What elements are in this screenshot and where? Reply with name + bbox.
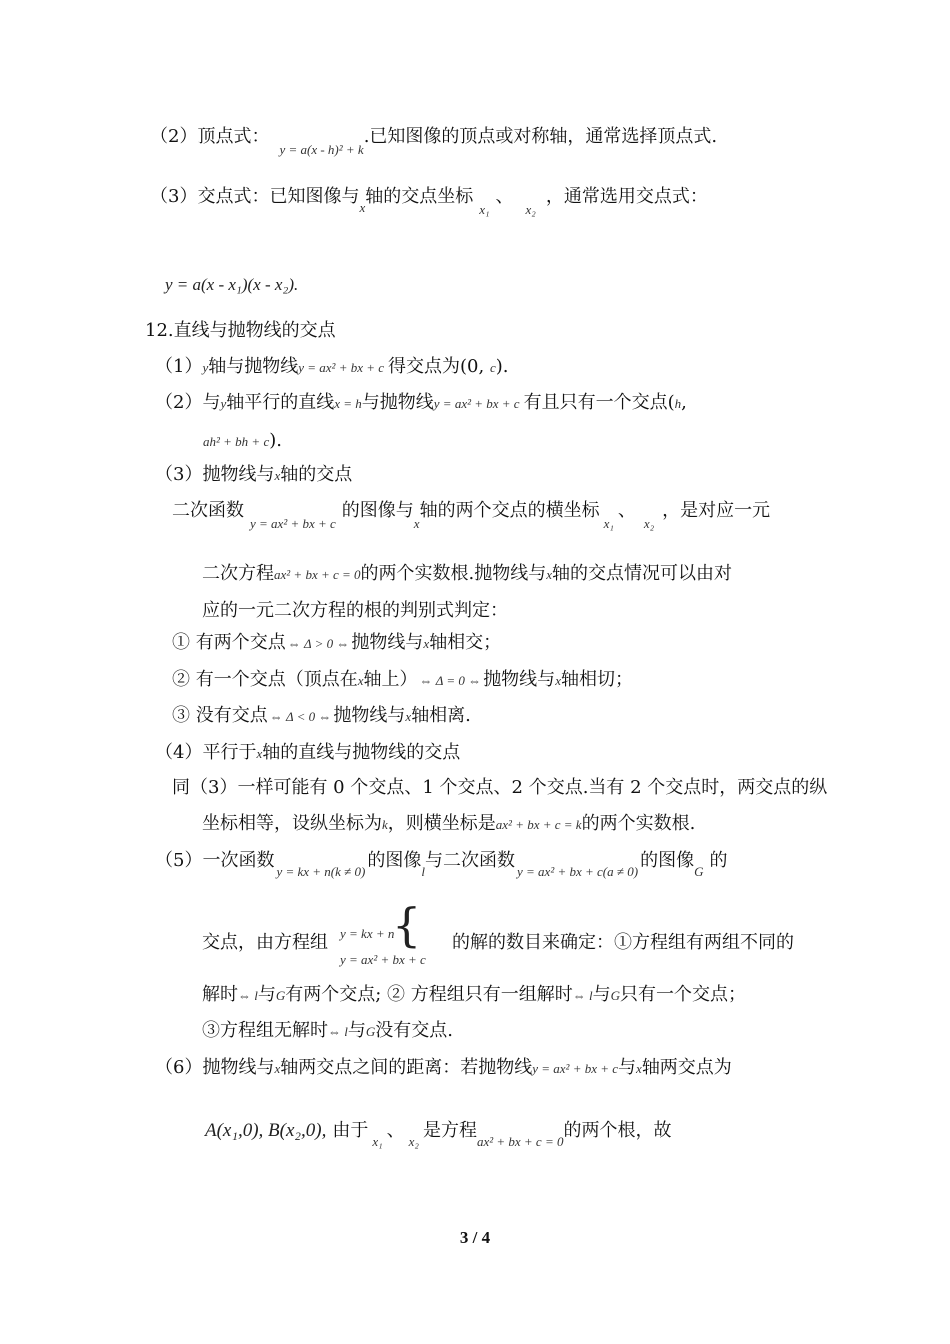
text: （3）交点式：已知图像与 <box>150 186 360 207</box>
var: c <box>489 360 496 375</box>
formula: ⇔ Δ = 0 ⇔ <box>419 673 482 688</box>
system-eq-2 <box>340 946 426 973</box>
var: x <box>357 673 364 688</box>
formula: y = ax² + bx + c <box>340 952 426 967</box>
section-heading <box>145 318 336 344</box>
intercept-form-line <box>150 184 708 217</box>
formula: y = ax² + bx + c <box>532 1061 619 1076</box>
text: （2）顶点式： <box>150 126 270 147</box>
formula: ⇔ l <box>238 988 258 1003</box>
text: ② 有一个交点（顶点在 <box>172 669 358 690</box>
text: 的 <box>709 850 728 871</box>
text: 有且只有一个交点( <box>523 392 675 413</box>
page-number: 3 / 4 <box>459 1228 491 1247</box>
item-6 <box>155 1055 732 1082</box>
var: x <box>405 709 412 724</box>
text: 轴的交点情况可以由对 <box>552 563 733 584</box>
text: 应的一元二次方程的根的判别式判定： <box>202 600 508 621</box>
case-2 <box>172 667 633 694</box>
var: x <box>256 746 263 761</box>
text: 轴的交点坐标 <box>365 186 474 207</box>
text: 只有一个交点； <box>620 984 747 1005</box>
text: 解时 <box>202 984 238 1005</box>
item-5-body <box>202 930 328 956</box>
text: （1） <box>155 356 203 377</box>
text: ，是对应一元 <box>662 500 771 521</box>
var: x₂ <box>643 516 655 531</box>
text: ③ 没有交点 <box>172 705 268 726</box>
text: ，通常选用交点式： <box>545 186 708 207</box>
text: 轴上） <box>363 669 418 690</box>
formula: y = ax² + bx + c <box>433 396 520 411</box>
text: （2）与 <box>155 392 221 413</box>
text: 轴相离. <box>411 705 471 726</box>
var: h <box>674 396 682 411</box>
var: x <box>359 200 366 215</box>
item-4 <box>155 740 460 767</box>
formula: y = ax² + bx + c <box>250 516 336 531</box>
text: 与抛物线 <box>361 392 434 413</box>
text: ，则横坐标是 <box>387 813 496 834</box>
var: x <box>546 567 553 582</box>
text: 坐标相等，设纵坐标为 <box>202 813 382 834</box>
var: x <box>274 1061 281 1076</box>
case-1 <box>172 630 501 657</box>
item-5-body-2 <box>202 982 746 1009</box>
formula: ax² + bx + c = 0 <box>476 1134 564 1149</box>
text: 抛物线与 <box>333 705 406 726</box>
item-5-body-cont <box>452 930 794 956</box>
text: 轴两交点之间的距离：若抛物线 <box>280 1057 533 1078</box>
text: 交点，由方程组 <box>202 932 328 953</box>
text: （4）平行于 <box>155 742 257 763</box>
text: 与 <box>592 984 611 1005</box>
var: k <box>382 817 388 832</box>
item-4-body-2 <box>202 811 695 838</box>
item-1 <box>155 354 509 381</box>
var: l <box>421 864 425 879</box>
text: 与 <box>257 984 276 1005</box>
text: 轴的直线与抛物线的交点 <box>262 742 461 763</box>
item-6-body <box>205 1118 672 1149</box>
text: 的图像 <box>640 850 695 871</box>
text: 抛物线与 <box>483 669 556 690</box>
vertex-form-line <box>150 124 718 157</box>
text: 的两个实数根.抛物线与 <box>360 563 547 584</box>
formula: y = kx + n <box>340 926 395 941</box>
text: 与二次函数 <box>425 850 515 871</box>
var: y <box>220 396 227 411</box>
formula: y = ax² + bx + c <box>298 360 385 375</box>
text: 轴平行的直线 <box>226 392 335 413</box>
var: G <box>610 988 621 1003</box>
var: x₁ <box>372 1134 383 1149</box>
text: 的两个实数根. <box>581 813 696 834</box>
text: ③方程组无解时 <box>202 1020 328 1041</box>
formula: ⇔ l <box>572 988 593 1003</box>
formula: ah² + bh + c <box>203 434 270 449</box>
item-5 <box>155 848 728 879</box>
var: y <box>202 360 209 375</box>
formula: y = a(x - h)² + k <box>279 142 364 157</box>
text: 的两个根，故 <box>563 1120 672 1141</box>
text: 是方程 <box>422 1120 477 1141</box>
formula: ⇔ l <box>328 1024 348 1039</box>
formula: y = ax² + bx + c(a ≠ 0) <box>517 864 639 879</box>
formula: ax² + bx + c = 0 <box>274 567 361 582</box>
var: x <box>274 468 281 483</box>
var: x <box>636 1061 642 1076</box>
system-eq-1 <box>340 920 394 947</box>
heading-text: 12.直线与抛物线的交点 <box>145 320 336 341</box>
var: x₁ <box>479 202 490 217</box>
formula: x = h <box>334 396 362 411</box>
intercept-formula <box>165 272 298 298</box>
text: 轴相交； <box>429 632 502 653</box>
text: 、 <box>617 500 636 521</box>
item-4-body <box>172 775 827 801</box>
item-2 <box>155 390 687 417</box>
text: 轴的两个交点的横坐标 <box>419 500 600 521</box>
text: 由于 <box>332 1120 369 1141</box>
text: 的图像与 <box>341 500 414 521</box>
formula: A(x₁,0), B(x₂,0), <box>205 1120 327 1141</box>
text: （5）一次函数 <box>155 850 275 871</box>
text: 二次函数 <box>172 500 244 521</box>
text: ① 有两个交点 <box>172 632 286 653</box>
text: （3）抛物线与 <box>155 464 275 485</box>
item-3-body-2 <box>202 561 732 588</box>
text: 同（3）一样可能有 0 个交点、1 个交点、2 个交点.当有 2 个交点时，两交点的纵 <box>172 777 828 798</box>
text: （6）抛物线与 <box>155 1057 275 1078</box>
var: x <box>555 673 561 688</box>
text: .已知图像的顶点或对称轴，通常选择顶点式. <box>363 126 718 147</box>
text: 有两个交点; ② 方程组只有一组解时 <box>285 984 573 1005</box>
text: ). <box>269 430 282 451</box>
formula: ax² + bx + c = k <box>495 817 582 832</box>
formula: ⇔ Δ < 0 ⇔ <box>269 709 332 724</box>
var: x₁ <box>603 516 614 531</box>
var: G <box>694 864 704 879</box>
var: G <box>365 1024 376 1039</box>
var: x₂ <box>408 1134 419 1149</box>
text: 没有交点. <box>375 1020 453 1041</box>
formula: ⇔ Δ > 0 ⇔ <box>287 636 350 651</box>
text: 、 <box>386 1120 405 1141</box>
text: 与 <box>347 1020 366 1041</box>
case-3 <box>172 703 471 730</box>
var: x <box>413 516 420 531</box>
item-5-body-3 <box>202 1018 453 1045</box>
text: 二次方程 <box>202 563 274 584</box>
formula: y = a(x - x₁)(x - x₂). <box>165 275 299 294</box>
item-3 <box>155 462 352 489</box>
text: 的解的数目来确定：①方程组有两组不同的 <box>452 932 794 953</box>
system-brace: { <box>392 898 422 952</box>
text: , <box>681 392 687 413</box>
var: x₂ <box>525 202 536 217</box>
item-3-body <box>172 498 771 531</box>
var: G <box>275 988 286 1003</box>
var: x <box>423 636 430 651</box>
text: 轴与抛物线 <box>208 356 299 377</box>
text: 轴的交点 <box>280 464 353 485</box>
text: 的图像 <box>367 850 422 871</box>
text: ). <box>495 356 509 377</box>
item-2-cont <box>203 428 282 455</box>
text: 轴相切； <box>560 669 633 690</box>
text: 抛物线与 <box>351 632 424 653</box>
formula: y = kx + n(k ≠ 0) <box>276 864 366 879</box>
item-3-body-3 <box>202 598 508 624</box>
text: 得交点为(0, <box>388 356 485 377</box>
text: 、 <box>495 186 514 207</box>
text: 轴两交点为 <box>641 1057 732 1078</box>
text: 与 <box>618 1057 637 1078</box>
